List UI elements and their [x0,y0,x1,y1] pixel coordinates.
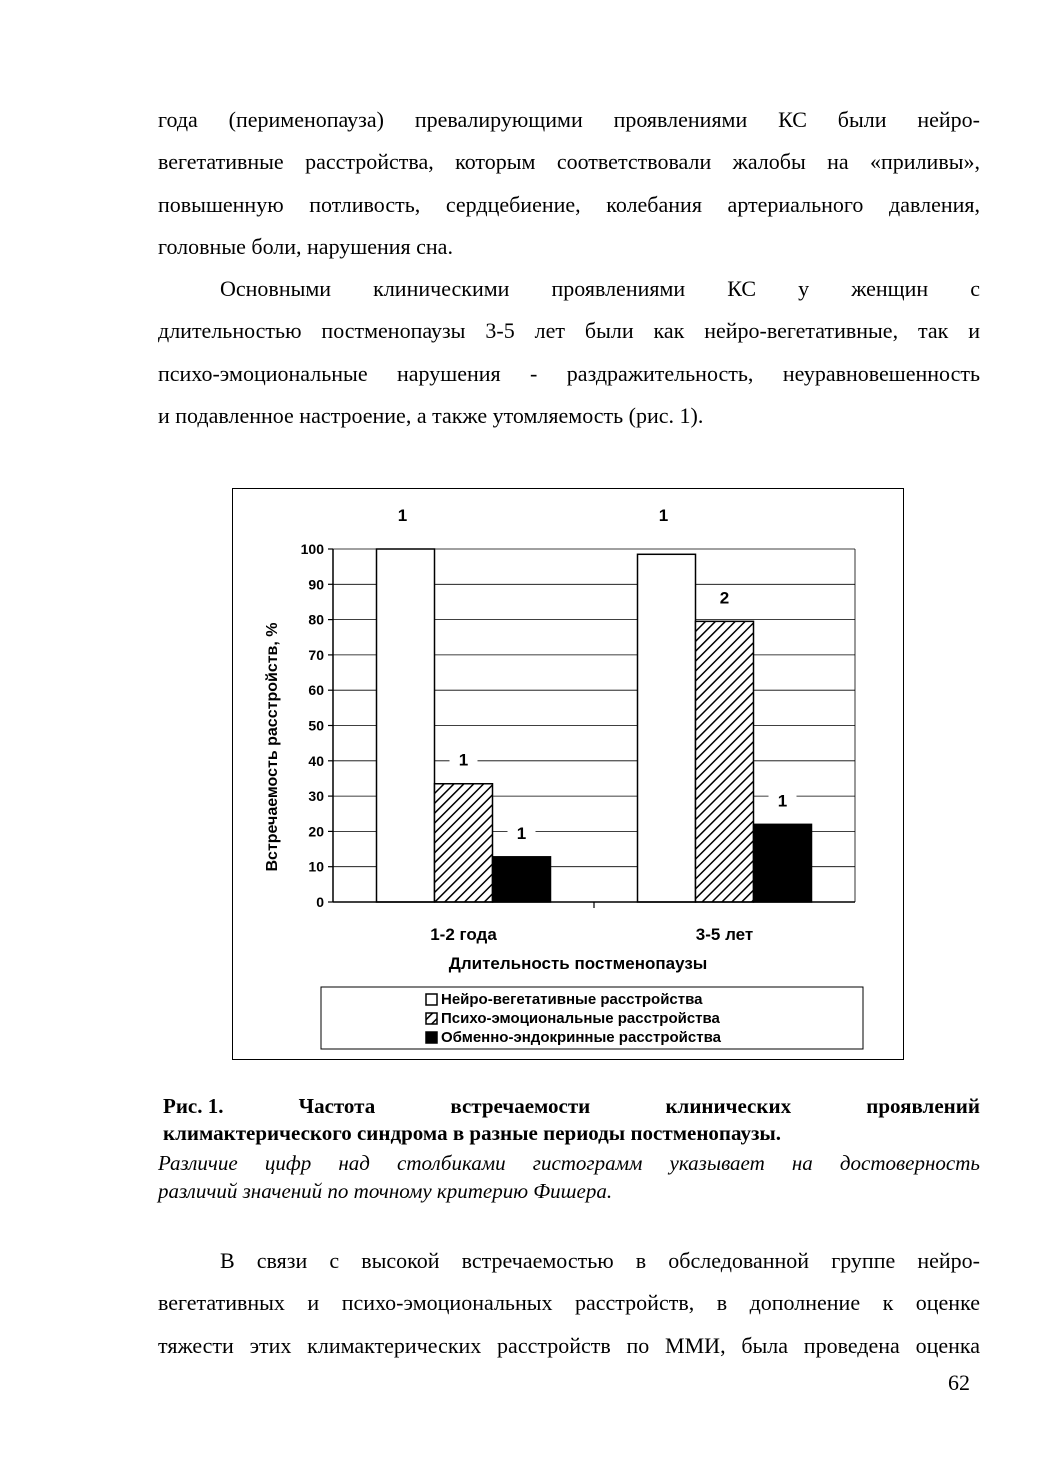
bar-significance-label: 1 [397,506,408,525]
caption-word: цифр [264,1151,312,1175]
bar [638,554,696,902]
caption-word: клинических [665,1094,792,1118]
legend-swatch [426,994,437,1005]
caption-line-2: климактерического синдрома в разные периоды постменопаузы. [163,1121,782,1145]
caption-word: на [791,1151,813,1175]
bar [493,857,551,902]
x-axis-label: Длительность постменопаузы [448,954,708,973]
caption-word: столбиками [397,1151,506,1175]
category-label: 3-5 лет [695,925,754,944]
bar-chart [233,489,905,1061]
bar-significance-label: 2 [719,588,730,608]
caption-line-1 [163,1093,980,1120]
y-tick-label: 50 [308,717,324,734]
figure-caption [163,1093,980,1147]
legend-swatch [426,1032,437,1043]
paragraph-2 [158,268,980,437]
y-tick-label: 90 [308,576,324,593]
paragraph-1 [158,99,980,268]
legend-label: Психо-эмоциональные расстройства [441,1010,720,1027]
bar [377,549,435,902]
legend-label: Нейро-вегетативные расстройства [441,991,703,1008]
caption-word: Частота [298,1094,376,1118]
text-line: головные боли, нарушения сна. [158,233,453,259]
y-tick-label: 10 [308,858,324,875]
text-line: повышенную потливость, сердцебиение, колебания артериального давления, [158,191,980,217]
y-tick-label: 40 [308,752,324,769]
legend-label: Обменно-эндокринные расстройства [441,1029,721,1046]
caption-word: Различие [158,1151,238,1175]
y-tick-label: 30 [308,788,324,805]
text-line: и подавленное настроение, а также утомляемость (рис. 1). [158,402,704,428]
category-label: 1-2 года [430,925,497,944]
page-number: 62 [948,1370,970,1395]
y-tick-label: 0 [316,894,324,910]
figure-chart [232,488,904,1060]
bar [754,824,812,902]
bar-significance-label: 1 [458,750,469,770]
text-line: Основными клиническими проявлениями КС у женщин с [220,276,980,301]
text-line: тяжести этих климактерических расстройств по ММИ, была проведена оценка [158,1332,980,1358]
text-line: вегетативных и психо-эмоциональных расстройств, в дополнение к оценке [158,1290,980,1316]
y-tick-label: 20 [308,823,324,840]
caption-word: над [338,1151,370,1175]
text-line: психо-эмоциональные нарушения - раздражительность, неуравновешенность [158,360,980,386]
caption-word: проявлений [866,1094,980,1118]
text-line: года (перименопауза) превалирующими проявлениями КС были нейро- [158,107,980,132]
caption-note [158,1149,980,1205]
caption-word: гистограмм [532,1151,643,1175]
paragraph-3 [158,1240,980,1367]
y-tick-label: 60 [308,682,324,699]
y-tick-label: 80 [308,611,324,628]
bar [696,621,754,902]
y-axis-label: Встречаемость расстройств, % [264,622,281,872]
caption-note-line-2: различий значений по точному критерию Фишера. [158,1179,613,1203]
caption-note-line-1 [158,1149,980,1177]
text-line: В связи с высокой встречаемостью в обследованной группе нейро- [220,1248,980,1273]
bar [435,784,493,902]
y-tick-label: 100 [300,541,324,557]
caption-word: Рис. 1. [163,1094,224,1118]
bar-significance-label: 1 [516,823,527,843]
y-tick-label: 70 [308,646,324,663]
legend [321,987,863,1049]
bar-significance-label: 1 [777,791,788,811]
caption-word: достоверность [839,1151,980,1175]
text-line: длительностью постменопаузы 3-5 лет были как нейро-вегетативные, так и [158,318,980,344]
caption-word: встречаемости [450,1094,591,1118]
caption-word: указывает [669,1151,765,1175]
text-line: вегетативные расстройства, которым соответствовали жалобы на «приливы», [158,149,980,175]
bar-significance-label: 1 [658,506,669,525]
legend-swatch [426,1013,437,1024]
